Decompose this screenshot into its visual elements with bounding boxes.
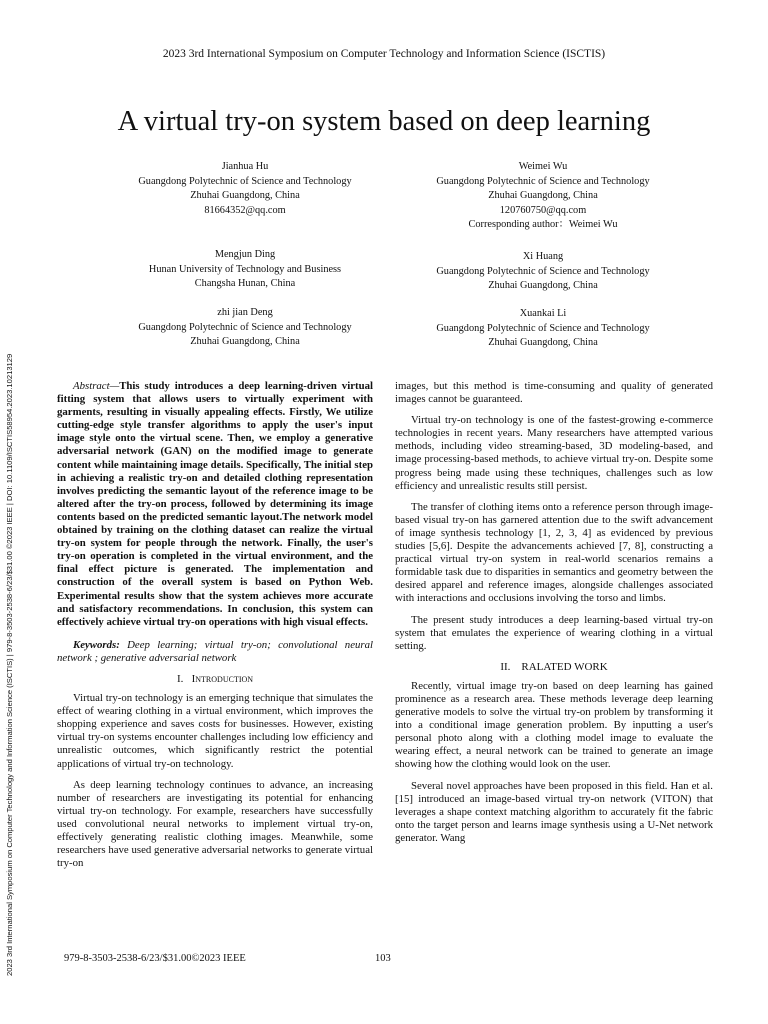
author-block [368,250,718,294]
author-name: Mengjun Ding [214,249,276,260]
doi-sidebar: 2023 3rd International Symposium on Computer Technology and Information Science (ISCTIS) | 979-8-3503-2538-6/23/$31.00 ©2023 IEEE | DOI: 10.1109/ISCTIS58954.2023.10213129 [5,353,14,976]
abstract-dash: — [109,380,120,392]
section-heading-related-work [395,661,713,674]
paragraph: Virtual try-on technology is one of the fastest-growing e-commerce technologies in recent years. Many researchers have attempted various methods, including video streaming-based, 3D modeling-based, and image processing-based methods, to achieve virtual try-on. Despite some progress being made using these techniques, challenges such as low efficiency and unrealistic results still persist. [395,414,713,492]
author-location: Zhuhai Guangdong, China [488,337,598,349]
author-location: Zhuhai Guangdong, China [488,280,598,292]
author-affiliation: Guangdong Polytechnic of Science and Technology [436,175,650,187]
author-name: Xi Huang [522,251,564,262]
author-location: Zhuhai Guangdong, China [190,336,300,348]
abstract [57,380,373,629]
copyright-footer: 979-8-3503-2538-6/23/$31.00©2023 IEEE [64,953,246,964]
author-affiliation: Guangdong Polytechnic of Science and Technology [138,175,352,187]
section-title: RALATED WORK [521,660,608,673]
abstract-label: Abstract [73,380,110,392]
author-location: Zhuhai Guangdong, China [190,190,300,202]
author-block [368,307,718,351]
keywords-label: Keywords: [73,638,120,651]
paragraph: The present study introduces a deep learning-based virtual try-on system that emulates the experience of wearing clothing in a virtual setting. [395,613,713,652]
paragraph: Recently, virtual image try-on based on deep learning has gained prominence as a research area. These methods leverage deep learning generative models to solve the virtual try-on problem by transforming it into a conditional image generation problem. By inputting a user's personal photo along with a clothing model image to evaluate the wearing effect, a neural network can be trained to generate an image showing how the clothing would look on the user. [395,679,713,771]
paragraph: As deep learning technology continues to advance, an increasing number of researchers are investigating its potential for enhancing virtual try-on technology. For example, researchers have successfully used convolutional neural networks to implement virtual try-on, effectively generating realistic clothing images. Meanwhile, some researchers have used generative adversarial networks to generate virtual try-on [57,778,373,870]
section-title: Introduction [191,672,254,685]
author-email: 120760750@qq.com [499,204,587,216]
author-affiliation: Guangdong Polytechnic of Science and Technology [436,322,650,334]
paper-title: A virtual try-on system based on deep learning [117,106,651,137]
author-email: 81664352@qq.com [204,204,286,216]
author-name: Jianhua Hu [221,161,269,172]
keywords-text: Deep learning; virtual try-on; convolutional neural network ; generative adversarial network [57,638,373,664]
section-number: II. [500,660,511,673]
author-name: zhi jian Deng [217,307,273,318]
author-location: Zhuhai Guangdong, China [488,190,598,202]
author-block [368,160,718,233]
section-number: I. [176,672,184,685]
author-name: Xuankai Li [519,308,567,319]
paragraph: Virtual try-on technology is an emerging technique that simulates the effect of wearing clothing in a virtual environment, which improves the shopping experience and saves costs for businesses. However, existing virtual try-on systems encounter challenges including low efficiency and unrealistic outcomes, which significantly restrict the potential applications of virtual try-on technology. [57,692,373,770]
author-affiliation: Guangdong Polytechnic of Science and Technology [138,321,352,333]
author-affiliation: Guangdong Polytechnic of Science and Technology [436,265,650,277]
conference-header: 2023 3rd International Symposium on Computer Technology and Information Science (ISCTIS) [162,48,606,60]
left-column [57,380,373,870]
author-affiliation: Hunan University of Technology and Business [148,263,342,275]
page-number: 103 [375,953,391,964]
keywords [57,639,373,665]
right-column [395,380,713,845]
paragraph: images, but this method is time-consuming and quality of generated images cannot be guaranteed. [395,380,713,406]
paragraph: Several novel approaches have been proposed in this field. Han et al. [15] introduced an image-based virtual try-on network (VITON) that leverages a shape context matching algorithm to accurately fit the fabric onto the target person and learns image synthesis using a U-Net network generator. Wang [395,779,713,844]
abstract-text: This study introduces a deep learning-driven virtual fitting system that allows users to virtually experiment with garments, resulting in visually appealing effects. Firstly, We utilize cutting-edge style transfer algorithms to apply the user's input image style onto the virtual scene. Then, we employ a generative adversarial network (GAN) on the modified image to generate content while maintaining image details. Specifically, The initial step in achieving a realistic try-on and detailed clothing representation involves predicting the semantic layout of the reference image to be altered after the try-on process, followed by determining its image contents based on the predicted semantic layout.The network model obtained by training on the clothing dataset can realize the virtual try-on system for people through the network. Finally, the user's try-on operation is completed in the virtual environment, and the final effect picture is generated. The implementation and construction of the overall system is based on Python Web. Experimental results show that the system achieves more accurate and satisfactory recommendations. In conclusion, this system can effectively achieve virtual try-on operations with high visual effects. [57,380,373,628]
section-heading-introduction [57,673,373,686]
paragraph: The transfer of clothing items onto a reference person through image-based visual try-on has garnered attention due to the swift advancement of image synthesis technology [1, 2, 3, 4] as evidenced by previous studies [5,6]. Despite the advancements achieved [7, 8], constructing a practical virtual try-on system in real-world scenarios remains a formidable task due to disparities in semantics and geometry between the desired apparel and reference images, alongside challenges associated with interactions and occlusions involving the torso and limbs. [395,500,713,605]
author-name: Weimei Wu [518,161,568,172]
author-location: Changsha Hunan, China [194,278,296,290]
corresponding-author: Corresponding author：Weimei Wu [468,219,618,231]
